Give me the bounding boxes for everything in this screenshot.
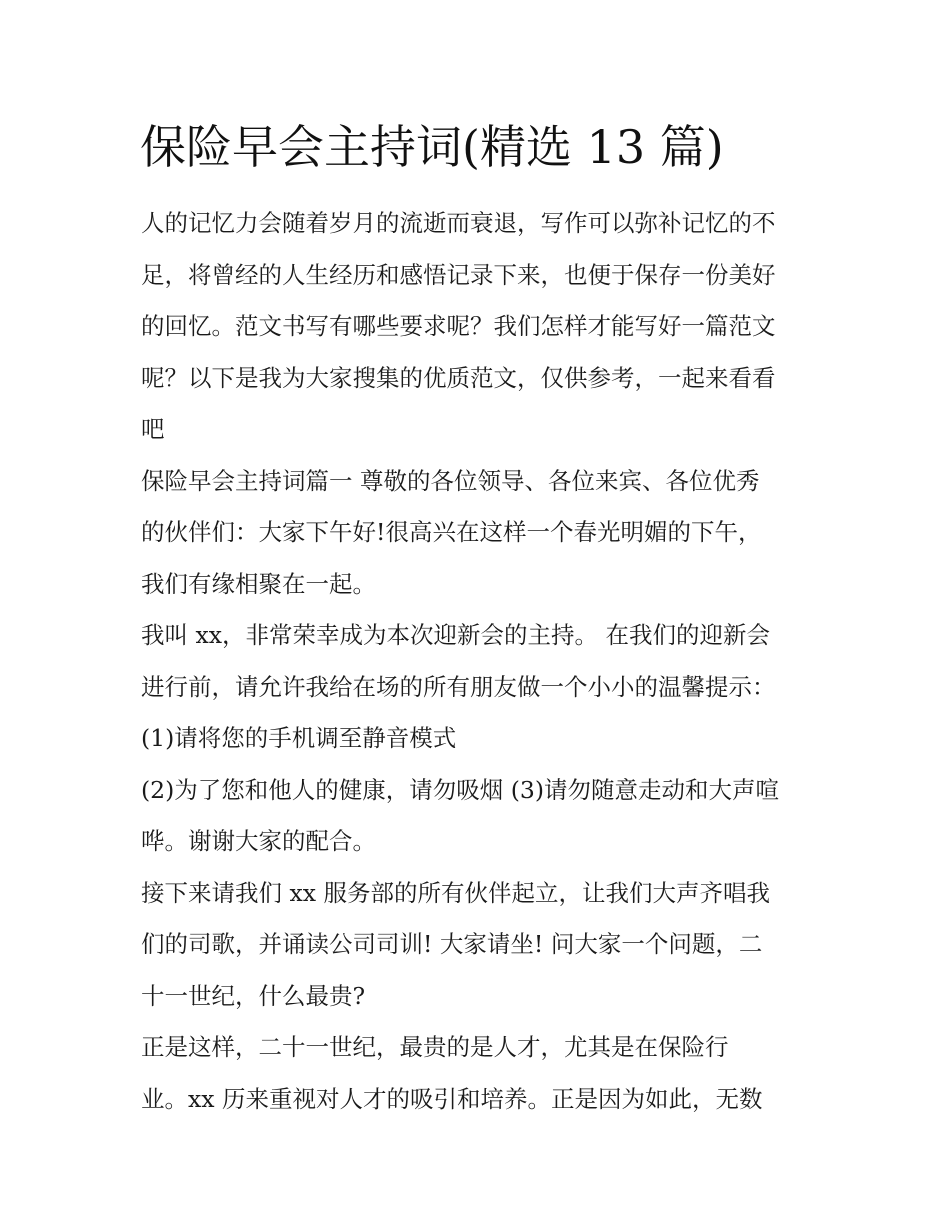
body-line: 人的记忆力会随着岁月的流逝而衰退，写作可以弥补记忆的不 bbox=[141, 209, 776, 237]
body-line: (2)为了您和他人的健康，请勿吸烟 (3)请勿随意走动和大声喧 bbox=[141, 775, 780, 804]
document-title: 保险早会主持词(精选 13 篇) bbox=[140, 120, 724, 174]
body-line: 我叫 xx，非常荣幸成为本次迎新会的主持。 在我们的迎新会 bbox=[141, 621, 770, 649]
body-line: 哗。谢谢大家的配合。 bbox=[141, 827, 376, 855]
body-line: 足，将曾经的人生经历和感悟记录下来，也便于保存一份美好 bbox=[141, 260, 776, 289]
document-body bbox=[141, 198, 811, 1125]
body-line: 接下来请我们 xx 服务部的所有伙伴起立，让我们大声齐唱我 bbox=[141, 878, 770, 907]
body-line: 保险早会主持词篇一 尊敬的各位领导、各位来宾、各位优秀 bbox=[141, 466, 760, 495]
body-line: 的回忆。范文书写有哪些要求呢？我们怎样才能写好一篇范文 bbox=[141, 312, 776, 340]
body-line: (1)请将您的手机调至静音模式 bbox=[141, 724, 457, 752]
body-line: 正是这样，二十一世纪，最贵的是人才，尤其是在保险行 bbox=[141, 1033, 729, 1061]
body-line: 吧 bbox=[141, 415, 165, 443]
body-line: 呢？以下是我为大家搜集的优质范文，仅供参考，一起来看看 bbox=[141, 363, 776, 392]
body-line: 业。xx 历来重视对人才的吸引和培养。正是因为如此，无数 bbox=[141, 1084, 763, 1113]
body-line: 我们有缘相聚在一起。 bbox=[141, 569, 376, 598]
body-line: 的伙伴们：大家下午好!很高兴在这样一个春光明媚的下午， bbox=[141, 518, 762, 546]
body-line: 进行前，请允许我给在场的所有朋友做一个小小的温馨提示： bbox=[141, 672, 776, 701]
body-line: 们的司歌，并诵读公司司训! 大家请坐! 问大家一个问题，二 bbox=[141, 930, 763, 958]
body-line: 十一世纪，什么最贵? bbox=[141, 981, 366, 1010]
